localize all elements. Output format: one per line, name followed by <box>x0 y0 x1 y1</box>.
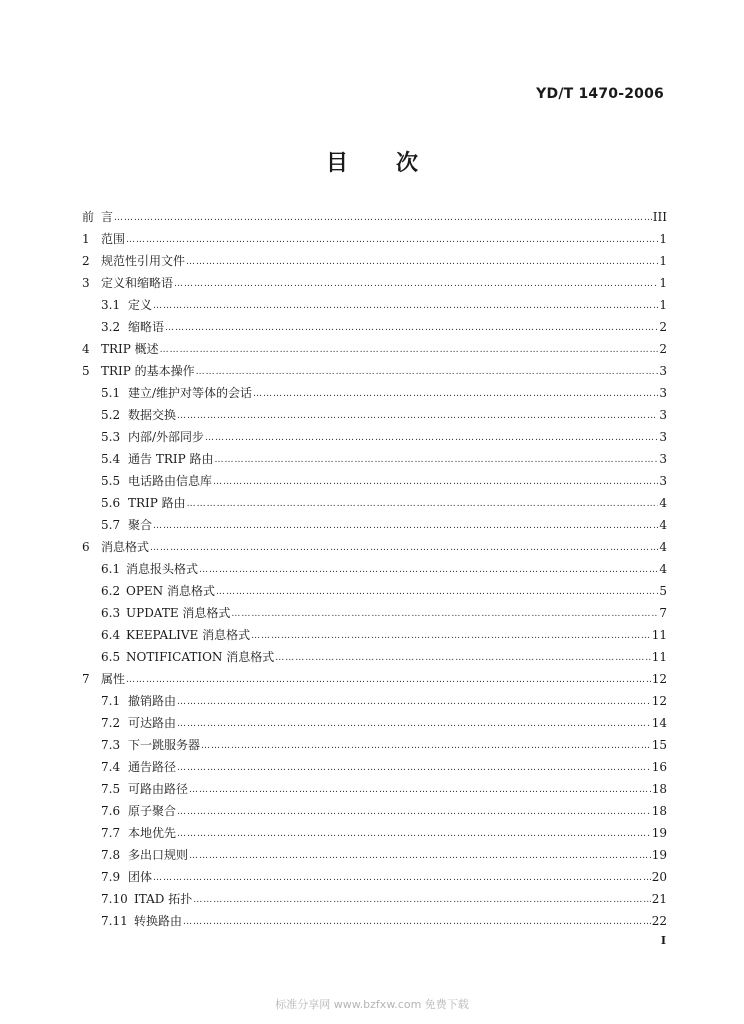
toc-entry[interactable] <box>82 205 667 225</box>
toc-entry-page: 3 <box>659 364 667 378</box>
toc-entry-page: 12 <box>651 672 667 686</box>
toc-entry[interactable] <box>101 491 667 511</box>
toc-entry-number: 5 <box>82 364 90 378</box>
toc-entry[interactable] <box>101 799 667 819</box>
toc-entry-page: 11 <box>651 628 667 642</box>
toc-entry-number: 5.6 <box>101 496 121 510</box>
toc-entry-page: 7 <box>659 606 667 620</box>
toc-entry-label: 消息格式 <box>101 540 150 554</box>
toc-entry-number: 5.4 <box>101 452 121 466</box>
toc-entry-label: 下一跳服务器 <box>128 738 201 752</box>
toc-entry-label: KEEPALIVE 消息格式 <box>126 628 251 642</box>
toc-entry-label: 范围 <box>101 232 126 246</box>
toc-entry-label: 通告 TRIP 路由 <box>128 452 214 466</box>
toc-entry-label: 撤销路由 <box>128 694 177 708</box>
toc-entry[interactable] <box>101 821 667 841</box>
dot-leader <box>153 871 651 885</box>
toc-entry[interactable] <box>101 623 667 643</box>
toc-entry[interactable] <box>101 777 667 797</box>
toc-entry-page: 1 <box>659 254 667 268</box>
toc-entry-number: 7.9 <box>101 870 121 884</box>
dot-leader <box>160 343 659 357</box>
dot-leader <box>165 321 658 335</box>
toc-entry[interactable] <box>82 667 667 687</box>
toc-entry-number: 7.6 <box>101 804 121 818</box>
toc-entry-page: III <box>652 210 667 224</box>
toc-entry[interactable] <box>101 711 667 731</box>
toc-entry[interactable] <box>101 645 667 665</box>
dot-leader <box>201 739 651 753</box>
toc-title <box>0 146 744 177</box>
dot-leader <box>177 695 651 709</box>
page-number-mark: I <box>660 934 666 947</box>
dot-leader <box>177 827 651 841</box>
dot-leader <box>231 607 658 621</box>
toc-entry-page: 2 <box>659 320 667 334</box>
toc-entry-number: 6.4 <box>101 628 121 642</box>
toc-entry-page: 12 <box>651 694 667 708</box>
toc-entry-page: 16 <box>651 760 667 774</box>
toc-entry-number: 1 <box>82 232 90 246</box>
dot-leader <box>216 585 658 599</box>
toc-entry-number: 3 <box>82 276 90 290</box>
toc-entry-page: 2 <box>659 342 667 356</box>
toc-entry-number: 5.7 <box>101 518 121 532</box>
dot-leader <box>177 409 658 423</box>
toc-entry-label: 建立/维护对等体的会话 <box>128 386 253 400</box>
toc-entry-label: 言 <box>101 210 114 224</box>
toc-entry[interactable] <box>82 337 667 357</box>
toc-entry-number: 3.1 <box>101 298 121 312</box>
toc-entry-label: OPEN 消息格式 <box>126 584 215 598</box>
toc-entry[interactable] <box>101 755 667 775</box>
dot-leader <box>199 563 658 577</box>
toc-entry-number: 7 <box>82 672 90 686</box>
toc-entry-label: 聚合 <box>128 518 153 532</box>
dot-leader <box>214 453 658 467</box>
dot-leader <box>126 673 651 687</box>
toc-entry-label: 通告路径 <box>128 760 177 774</box>
toc-entry[interactable] <box>101 843 667 863</box>
toc-entry-label: 原子聚合 <box>128 804 177 818</box>
toc-entry-page: 1 <box>659 298 667 312</box>
toc-entry-number: 7.2 <box>101 716 121 730</box>
dot-leader <box>205 431 658 445</box>
toc-entry-page: 3 <box>659 386 667 400</box>
toc-entry-number: 7.5 <box>101 782 121 796</box>
toc-entry-label: UPDATE 消息格式 <box>126 606 231 620</box>
toc-entry-number: 6 <box>82 540 90 554</box>
toc-entry-label: 本地优先 <box>128 826 177 840</box>
toc-entry-number: 6.3 <box>101 606 121 620</box>
toc-title-char-2: 次 <box>396 151 419 176</box>
toc-entry-page: 1 <box>659 232 667 246</box>
toc-entry[interactable] <box>101 469 667 489</box>
watermark-text: 标准分享网 www.bzfxw.com 免费下载 <box>275 998 469 1011</box>
toc-entry-number: 5.2 <box>101 408 121 422</box>
toc-entry[interactable] <box>101 381 667 401</box>
toc-entry-number: 6.2 <box>101 584 121 598</box>
dot-leader <box>126 233 658 247</box>
toc-entry[interactable] <box>101 557 667 577</box>
toc-entry-page: 19 <box>651 826 667 840</box>
toc-entry-label: 定义 <box>128 298 153 312</box>
toc-entry[interactable] <box>101 909 667 929</box>
toc-entry-number: 前 <box>82 210 95 224</box>
toc-entry-page: 18 <box>651 804 667 818</box>
dot-leader <box>253 387 658 401</box>
toc-entry-label: 数据交换 <box>128 408 177 422</box>
toc-entry[interactable] <box>101 513 667 533</box>
dot-leader <box>114 211 652 225</box>
toc-entry-page: 20 <box>651 870 667 884</box>
toc-entry[interactable] <box>101 689 667 709</box>
toc-entry-page: 3 <box>659 474 667 488</box>
toc-entry-page: 3 <box>659 408 667 422</box>
dot-leader <box>193 893 651 907</box>
toc-entry[interactable] <box>82 227 667 247</box>
toc-entry[interactable] <box>82 271 667 291</box>
toc-entry-number: 5.3 <box>101 430 121 444</box>
toc-entry-page: 5 <box>659 584 667 598</box>
toc-entry[interactable] <box>82 535 667 555</box>
toc-entry-number: 7.3 <box>101 738 121 752</box>
toc-entry-label: 定义和缩略语 <box>101 276 174 290</box>
toc-entry-label: TRIP 的基本操作 <box>101 364 195 378</box>
toc-entry[interactable] <box>82 359 667 379</box>
toc-entry[interactable] <box>101 293 667 313</box>
toc-entry-number: 7.4 <box>101 760 121 774</box>
toc-entry-number: 2 <box>82 254 90 268</box>
dot-leader <box>189 849 651 863</box>
dot-leader <box>251 629 651 643</box>
toc-entry[interactable] <box>82 249 667 269</box>
dot-leader <box>187 497 659 511</box>
toc-entry-number: 7.7 <box>101 826 121 840</box>
dot-leader <box>189 783 651 797</box>
toc-entry-number: 4 <box>82 342 90 356</box>
toc-entry[interactable] <box>101 601 667 621</box>
dot-leader <box>153 299 658 313</box>
toc-entry-number: 7.1 <box>101 694 121 708</box>
dot-leader <box>153 519 658 533</box>
toc-entry-number: 6.1 <box>101 562 121 576</box>
toc-entry-number: 7.11 <box>101 914 128 928</box>
dot-leader <box>196 365 659 379</box>
toc-entry-page: 4 <box>659 496 667 510</box>
toc-entry-label: 多出口规则 <box>128 848 189 862</box>
toc-entry-page: 3 <box>659 452 667 466</box>
toc-title-char-1: 目 <box>325 151 348 176</box>
toc-entry-page: 1 <box>659 276 667 290</box>
toc-entry[interactable] <box>101 865 667 885</box>
toc-entry-label: 可达路由 <box>128 716 177 730</box>
toc-entry-label: ITAD 拓扑 <box>134 892 193 906</box>
toc-entry[interactable] <box>101 887 667 907</box>
dot-leader <box>186 255 658 269</box>
toc-entry-label: NOTIFICATION 消息格式 <box>126 650 275 664</box>
toc-entry[interactable] <box>101 425 667 445</box>
toc-entry-number: 5.1 <box>101 386 121 400</box>
toc-entry-page: 4 <box>659 562 667 576</box>
toc-entry-page: 11 <box>651 650 667 664</box>
toc-entry-page: 3 <box>659 430 667 444</box>
dot-leader <box>174 277 658 291</box>
toc-entry-label: 团体 <box>128 870 153 884</box>
toc-entry-page: 21 <box>651 892 667 906</box>
toc-entry-label: 电话路由信息库 <box>128 474 213 488</box>
toc-entry-label: 规范性引用文件 <box>101 254 186 268</box>
toc-entry-page: 19 <box>651 848 667 862</box>
dot-leader <box>275 651 650 665</box>
toc-entry-number: 7.10 <box>101 892 128 906</box>
dot-leader <box>177 717 651 731</box>
standard-code: YD/T 1470-2006 <box>536 86 664 102</box>
toc-entry[interactable] <box>101 403 667 423</box>
toc-entry-label: 缩略语 <box>128 320 165 334</box>
toc-entry-label: 消息报头格式 <box>126 562 199 576</box>
toc-entry-label: TRIP 概述 <box>101 342 159 356</box>
toc-entry-label: 内部/外部同步 <box>128 430 205 444</box>
toc-entry-label: 属性 <box>101 672 126 686</box>
dot-leader <box>213 475 658 489</box>
toc-entry-page: 15 <box>651 738 667 752</box>
dot-leader <box>177 805 651 819</box>
toc-entry-page: 18 <box>651 782 667 796</box>
dot-leader <box>177 761 651 775</box>
toc-entry-label: TRIP 路由 <box>128 496 186 510</box>
toc-entry-label: 可路由路径 <box>128 782 189 796</box>
toc-entry[interactable] <box>101 733 667 753</box>
toc-entry-number: 6.5 <box>101 650 121 664</box>
toc-entry-number: 7.8 <box>101 848 121 862</box>
toc-entry[interactable] <box>101 447 667 467</box>
toc-entry-page: 4 <box>659 518 667 532</box>
toc-entry-number: 3.2 <box>101 320 121 334</box>
dot-leader <box>150 541 658 555</box>
dot-leader <box>183 915 651 929</box>
toc-entry[interactable] <box>101 315 667 335</box>
toc-entry-page: 4 <box>659 540 667 554</box>
toc-entry-number: 5.5 <box>101 474 121 488</box>
toc-entry-page: 14 <box>651 716 667 730</box>
toc-entry[interactable] <box>101 579 667 599</box>
toc-entry-label: 转换路由 <box>134 914 183 928</box>
toc-entry-page: 22 <box>651 914 667 928</box>
